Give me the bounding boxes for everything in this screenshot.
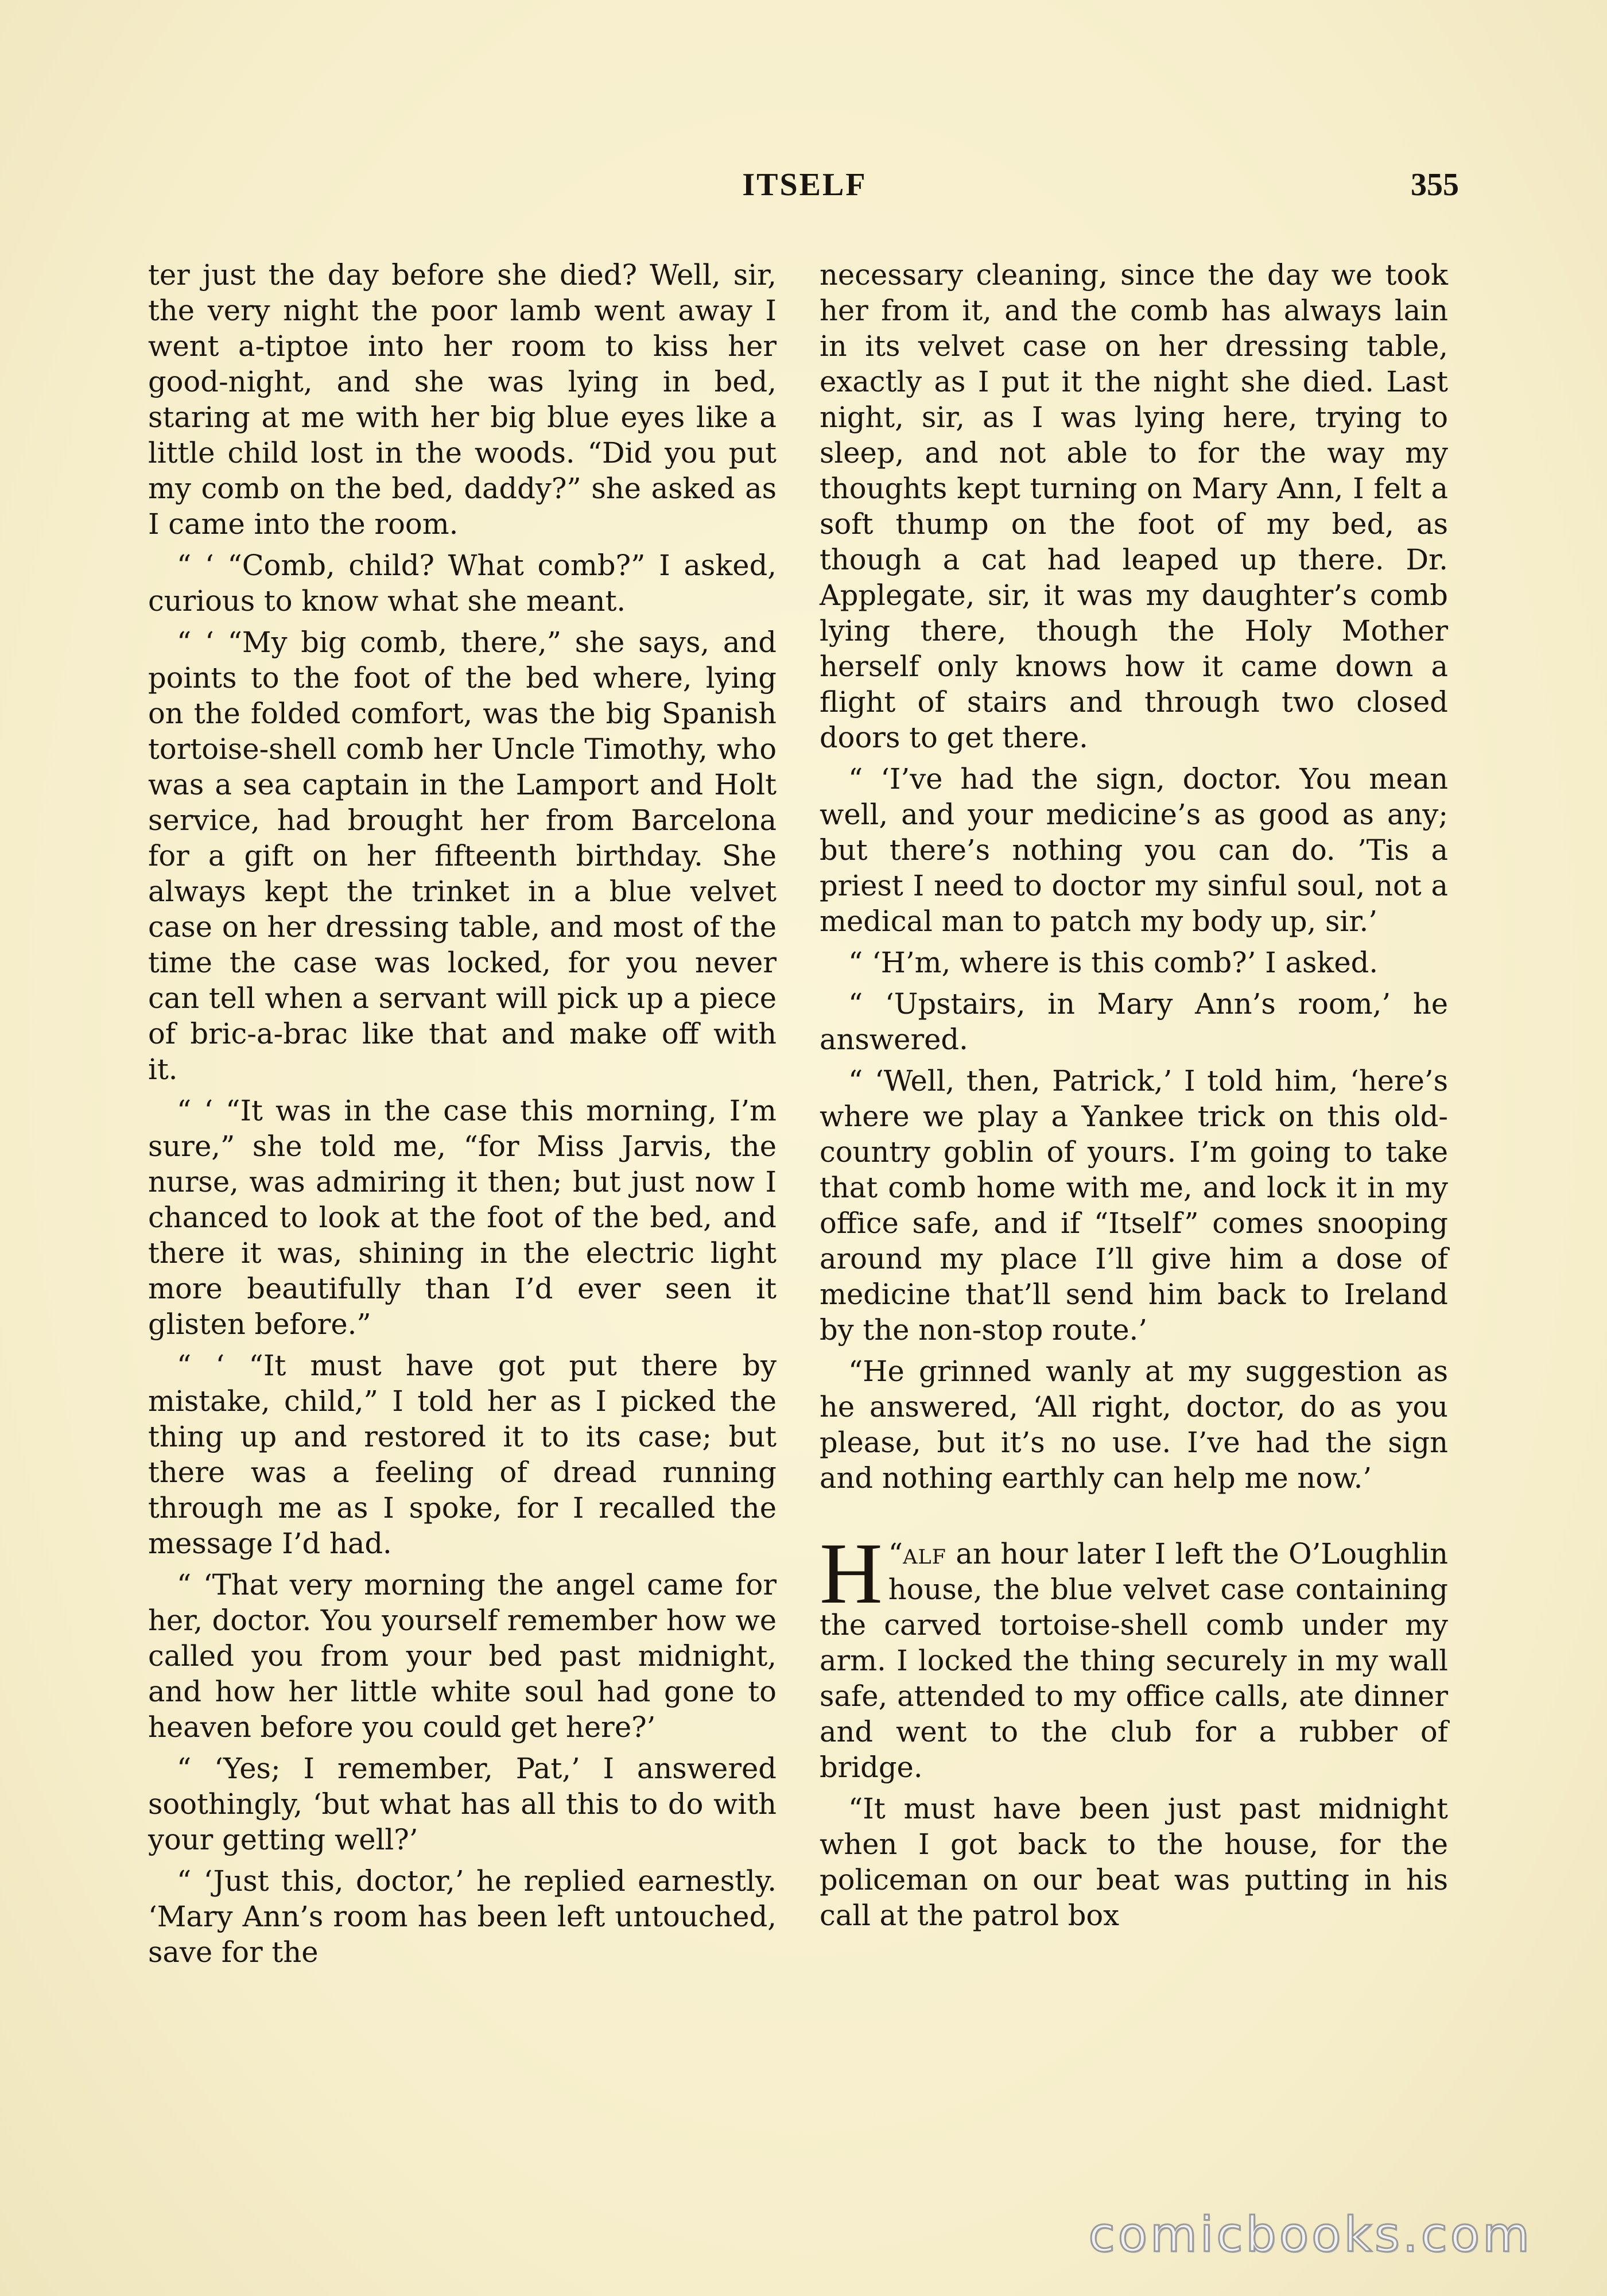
paragraph: “ ‘ “It was in the case this morning, I’m sure,” she told me, “for Miss Jarvis, the nurse, was admiring it then; but just now I chanced to look at the foot of the bed, and there it was, shining in the electric light more beautifully than I’d ever seen it glisten before.” [148, 1094, 777, 1341]
paragraph: “It must have been just past midnight when I got back to the house, for the policeman on our beat was putting in his call at the patrol box [820, 1792, 1448, 1932]
left-column [148, 257, 777, 1976]
right-column [820, 257, 1448, 1939]
watermark-logo: comicbooks.com [1088, 2206, 1532, 2263]
page-number: 355 [1411, 167, 1459, 203]
section-opening-paragraph [820, 1525, 1448, 1785]
paragraph-text: an hour later I left the O’Loughlin house, the blue velvet case containing the carved tortoise-shell comb under my arm. I locked the thing securely in my wall safe, attended to my office calls, ate dinner and went to the club for a rubber of bridge. [820, 1537, 1448, 1784]
paragraph: “ ‘That very morning the angel came for her, doctor. You yourself remember how we called you from your bed past midnight, and how her little white soul had gone to heaven before you could get here?’ [148, 1568, 777, 1744]
paragraph: “ ‘H’m, where is this comb?’ I asked. [848, 946, 1379, 979]
paragraph: necessary cleaning, since the day we took her from it, and the comb has always lain in its velvet case on her dressing table, exactly as I put it the night she died. Last night, sir, as I was lying here, trying to sleep, and not able to for the way my thoughts kept turning on Mary Ann, I felt a soft thump on the foot of my bed, as though a cat had leaped up there. Dr. Applegate, sir, it was my daughter’s comb lying there, though the Holy Mother herself only knows how it came down a flight of stairs and through two closed doors to get there. [820, 258, 1448, 754]
running-title: ITSELF [742, 167, 867, 203]
paragraph: “ ‘I’ve had the sign, doctor. You mean well, and your medicine’s as good as any; but there’s nothing you can do. ’Tis a priest I need to doctor my sinful soul, not a medical man to patch my body up, sir.’ [820, 762, 1448, 938]
paragraph: “ ‘Just this, doctor,’ he replied earnestly. ‘Mary Ann’s room has been left untouched, save for the [148, 1864, 777, 1969]
open-quote: “ [888, 1537, 903, 1570]
paragraph: “ ‘ “My big comb, there,” she says, and points to the foot of the bed where, lying on the folded comfort, was the big Spanish tortoise-shell comb her Uncle Timothy, who was a sea captain in the Lamport and Holt service, had brought her from Barcelona for a gift on her fifteenth birthday. She always kept the trinket in a blue velvet case on her dressing table, and most of the time the case was locked, for you never can tell when a servant will pick up a piece of bric-a-brac like that and make off with it. [148, 626, 777, 1086]
paragraph: “ ‘Yes; I remember, Pat,’ I answered soothingly, ‘but what has all this to do with your getting well?’ [148, 1752, 777, 1856]
small-caps-lead: alf [903, 1537, 946, 1570]
paragraph: “ ‘Upstairs, in Mary Ann’s room,’ he answered. [820, 987, 1448, 1056]
drop-cap: H [820, 1525, 883, 1622]
paragraph: “ ‘ “It must have got put there by mistake, child,” I told her as I picked the thing up and restored it to its case; but there was a feeling of dread running through me as I spoke, for I recalled the message I’d had. [148, 1349, 777, 1560]
paragraph: ter just the day before she died? Well, sir, the very night the poor lamb went away I went a-tiptoe into her room to kiss her good-night, and she was lying in bed, staring at me with her big blue eyes like a little child lost in the woods. “Did you put my comb on the bed, daddy?” she asked as I came into the room. [148, 258, 777, 541]
page-header [150, 166, 1459, 218]
paragraph: “He grinned wanly at my suggestion as he answered, ‘All right, doctor, do as you please, but it’s no use. I’ve had the sign and nothing earthly can help me now.’ [820, 1355, 1448, 1495]
paragraph: “ ‘ “Comb, child? What comb?” I asked, curious to know what she meant. [148, 549, 777, 618]
paragraph: “ ‘Well, then, Patrick,’ I told him, ‘here’s where we play a Yankee trick on this old-country goblin of yours. I’m going to take that comb home with me, and lock it in my office safe, and if “Itself” comes snooping around my place I’ll give him a dose of medicine that’ll send him back to Ireland by the non-stop route.’ [820, 1064, 1448, 1347]
